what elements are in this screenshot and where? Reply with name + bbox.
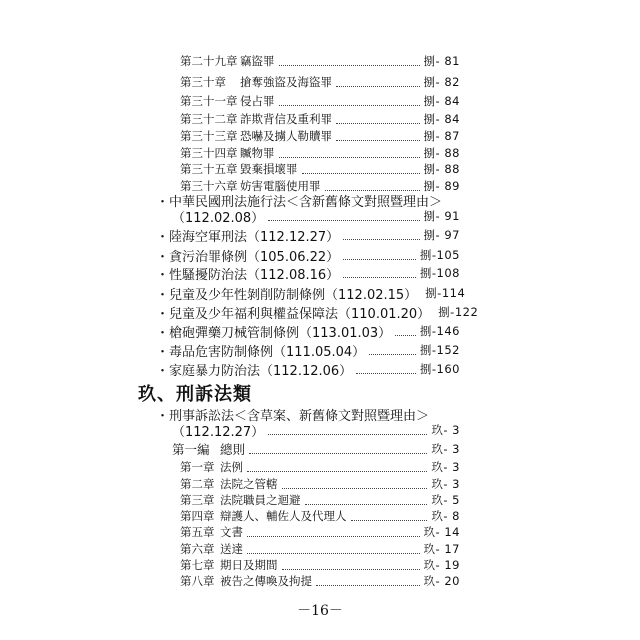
- chapter-number: 第二章: [180, 477, 215, 491]
- dot-leader: [268, 434, 427, 435]
- item-title: ・兒童及少年性剝削防制條例（112.02.15）: [156, 287, 418, 303]
- page-ref: 玖- 17: [423, 542, 460, 556]
- page-ref: 捌- 89: [423, 179, 460, 193]
- chapter-title: 恐嚇及擄人勒贖罪: [240, 129, 332, 143]
- dot-leader: [336, 86, 420, 87]
- page-ref: 玖- 5: [431, 493, 460, 507]
- chapter-number: 第三十二章: [180, 112, 238, 126]
- chapter-title: 搶奪強盜及海盜罪: [240, 75, 332, 89]
- dot-leader: [279, 65, 420, 66]
- page-number: －16－: [297, 603, 343, 619]
- dot-leader: [302, 173, 420, 174]
- toc-chapter-line[interactable]: [180, 572, 460, 590]
- toc-item-line[interactable]: [156, 322, 460, 340]
- page-ref: 捌- 88: [423, 162, 460, 176]
- chapter-title: 贓物罪: [240, 146, 275, 160]
- chapter-title: 詐欺背信及重利罪: [240, 112, 332, 126]
- toc-chapter-line[interactable]: [180, 127, 460, 145]
- chapter-title: 侵占罪: [240, 94, 275, 108]
- toc-item-line[interactable]: [156, 284, 466, 303]
- chapter-title: 期日及期間: [220, 558, 278, 572]
- chapter-number: 第四章: [180, 509, 215, 523]
- page-ref: 捌-152: [419, 343, 460, 357]
- toc-chapter-line[interactable]: [180, 110, 460, 128]
- page-ref: 玖- 3: [431, 442, 460, 456]
- page-ref: 捌- 91: [423, 209, 460, 223]
- toc-item-line[interactable]: [156, 303, 479, 322]
- page-ref: 玖- 8: [431, 509, 460, 523]
- item-title: ・陸海空軍刑法（112.12.27）: [156, 229, 340, 245]
- toc-chapter-line[interactable]: [180, 160, 460, 178]
- chapter-number: 第三十一章: [180, 94, 238, 108]
- chapter-title: 法例: [220, 460, 243, 474]
- page-ref: 玖- 20: [423, 574, 460, 588]
- item-title: ・家庭暴力防治法（112.12.06）: [156, 363, 353, 379]
- chapter-number: 第七章: [180, 558, 215, 572]
- dot-leader: [305, 504, 428, 505]
- chapter-number: 第三十三章: [180, 129, 238, 143]
- dot-leader: [316, 585, 420, 586]
- dot-leader: [249, 453, 427, 454]
- chapter-number: 第三章: [180, 493, 215, 507]
- chapter-title: 文書: [220, 525, 243, 539]
- page-ref: 捌-105: [419, 248, 460, 262]
- page-ref: 玖- 14: [423, 525, 460, 539]
- chapter-title: 被告之傳喚及拘提: [220, 574, 312, 588]
- part-title: 總則: [220, 442, 246, 457]
- chapter-number: 第二十九章: [180, 54, 238, 68]
- item-title: ・貪污治罪條例（105.06.22）: [156, 249, 340, 265]
- dot-leader: [279, 157, 420, 158]
- page-ref: 捌- 84: [423, 94, 460, 108]
- item-title: ・毒品危害防制條例（111.05.04）: [156, 344, 366, 360]
- chapter-number: 第三十五章: [180, 162, 238, 176]
- dot-leader: [343, 277, 416, 278]
- chapter-number: 第五章: [180, 525, 215, 539]
- page-ref: 捌- 82: [423, 75, 460, 89]
- chapter-title: 竊盜罪: [240, 54, 275, 68]
- page-ref: 玖- 19: [423, 558, 460, 572]
- chapter-title: 辯護人、輔佐人及代理人: [220, 509, 347, 523]
- chapter-title: 妨害電腦使用罪: [240, 179, 321, 193]
- dot-leader: [336, 140, 420, 141]
- chapter-title: 法院職員之迴避: [220, 493, 301, 507]
- dot-leader: [369, 354, 416, 355]
- toc-chapter-line[interactable]: [180, 92, 460, 110]
- page-ref: 玖- 3: [431, 423, 460, 437]
- page-ref: 捌-160: [419, 362, 460, 376]
- toc-chapter-line[interactable]: [180, 458, 460, 476]
- dot-leader: [356, 373, 416, 374]
- item-title: ・中華民國刑法施行法＜含新舊條文對照暨理由＞: [156, 194, 443, 210]
- toc-item-line[interactable]: [156, 341, 460, 359]
- item-title: ・兒童及少年福利與權益保障法（110.01.20）: [156, 306, 431, 322]
- page-ref: 捌- 81: [423, 54, 460, 68]
- item-date: （112.12.27）: [172, 424, 265, 440]
- page-ref: 捌- 88: [423, 146, 460, 160]
- toc-item-continuation[interactable]: [172, 421, 460, 439]
- dot-leader: [247, 553, 420, 554]
- chapter-number: 第三十章: [180, 75, 226, 89]
- item-title: ・槍砲彈藥刀械管制條例（113.01.03）: [156, 325, 392, 341]
- page-ref: 捌- 87: [423, 129, 460, 143]
- toc-item-line[interactable]: [156, 246, 460, 264]
- chapter-title: 毀棄損壞罪: [240, 162, 298, 176]
- item-title: ・刑事訴訟法＜含草案、新舊條文對照暨理由＞: [156, 408, 430, 424]
- dot-leader: [279, 105, 420, 106]
- dot-leader: [247, 536, 420, 537]
- item-date: （112.02.08）: [172, 210, 265, 226]
- section-heading: 玖、刑訴法類: [138, 384, 252, 405]
- chapter-number: 第三十六章: [180, 179, 238, 193]
- toc-item-line[interactable]: [156, 226, 460, 244]
- page-ref: 捌-114: [425, 286, 466, 300]
- page-ref: 玖- 3: [431, 460, 460, 474]
- toc-item-line[interactable]: [156, 360, 460, 378]
- dot-leader: [247, 471, 427, 472]
- toc-item-continuation[interactable]: [172, 207, 460, 225]
- chapter-number: 第一章: [180, 460, 215, 474]
- chapter-number: 第八章: [180, 574, 215, 588]
- chapter-number: 第三十四章: [180, 146, 238, 160]
- dot-leader: [268, 220, 419, 221]
- dot-leader: [343, 259, 416, 260]
- toc-item-line[interactable]: [156, 264, 460, 282]
- dot-leader: [336, 123, 420, 124]
- toc-part-line[interactable]: [172, 440, 460, 458]
- page-ref: 捌-108: [419, 266, 460, 280]
- page-ref: 捌- 97: [423, 228, 460, 242]
- dot-leader: [282, 488, 428, 489]
- item-title: ・性騷擾防治法（112.08.16）: [156, 267, 340, 283]
- dot-leader: [343, 239, 419, 240]
- chapter-number: 第六章: [180, 542, 215, 556]
- dot-leader: [395, 335, 416, 336]
- page-ref: 捌-122: [438, 305, 479, 319]
- dot-leader: [282, 569, 420, 570]
- page-ref: 玖- 3: [431, 477, 460, 491]
- toc-chapter-line[interactable]: [180, 523, 460, 541]
- page-ref: 捌- 84: [423, 112, 460, 126]
- part-number: 第一編: [172, 442, 210, 457]
- chapter-title: 送達: [220, 542, 243, 556]
- toc-chapter-line[interactable]: [180, 52, 460, 70]
- dot-leader: [351, 520, 428, 521]
- chapter-title: 法院之管轄: [220, 477, 278, 491]
- toc-chapter-line[interactable]: [180, 73, 460, 91]
- page-ref: 捌-146: [419, 324, 460, 338]
